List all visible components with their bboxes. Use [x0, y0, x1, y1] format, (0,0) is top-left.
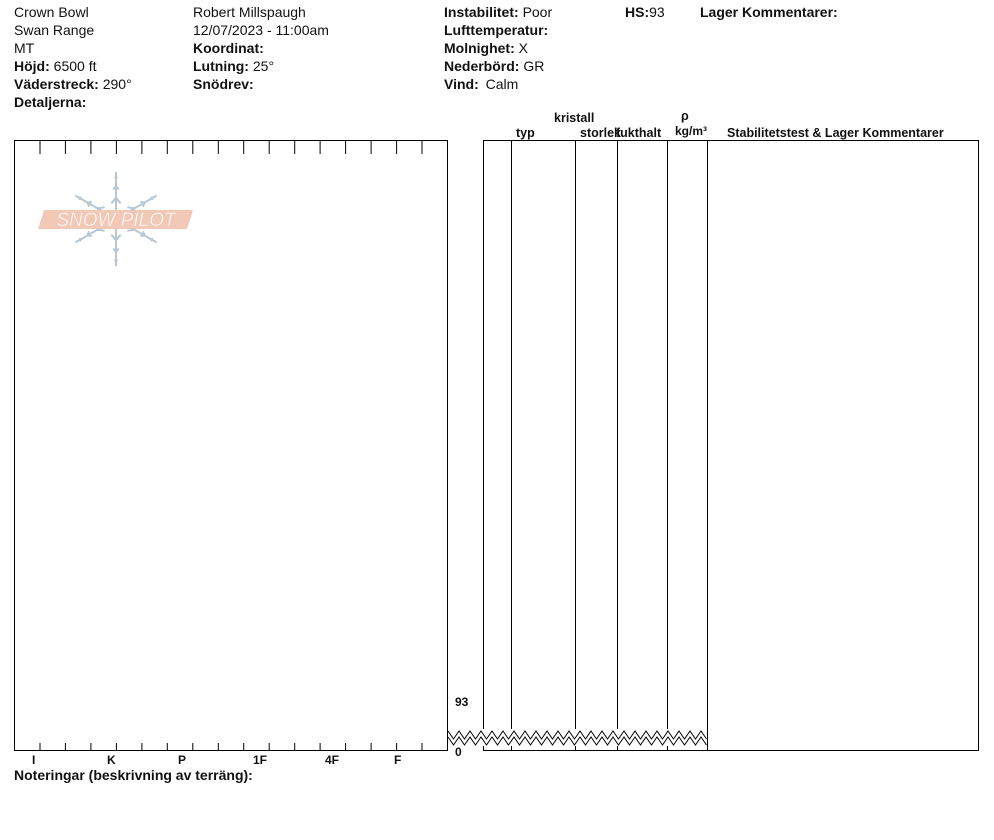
- instability-label: Instabilitet:: [444, 4, 519, 20]
- hardness-label-f: F: [394, 753, 402, 767]
- coordinate-label: Koordinat:: [193, 40, 264, 56]
- header-rho: ρ: [681, 109, 689, 123]
- header-size: storlek: [580, 126, 621, 140]
- precip-value: GR: [523, 58, 545, 74]
- airtemp-label: Lufttemperatur:: [444, 22, 549, 38]
- hs-label: HS:: [625, 4, 650, 20]
- precip-label: Nederbörd:: [444, 58, 520, 74]
- sky-label: Molnighet:: [444, 40, 515, 56]
- drift-label: Snödrev:: [193, 76, 254, 92]
- notes-label: Noteringar (beskrivning av terräng):: [14, 767, 253, 783]
- header-stability: Stabilitetstest & Lager Kommentarer: [727, 126, 944, 140]
- wind-label: Vind:: [444, 76, 479, 92]
- header-type: typ: [516, 126, 535, 140]
- layer-comments-label: Lager Kommentarer:: [700, 4, 838, 20]
- aspect-value: 290°: [102, 76, 132, 92]
- depth-bottom-label: 0: [455, 745, 462, 759]
- hardness-label-i: I: [32, 753, 36, 767]
- hs-value: 93: [649, 4, 665, 20]
- hardness-label-p: P: [178, 753, 187, 767]
- wind-value: Calm: [485, 76, 519, 92]
- location-name: Crown Bowl: [14, 4, 89, 20]
- details-label: Detaljerna:: [14, 94, 87, 110]
- range-name: Swan Range: [14, 22, 95, 38]
- sky-value: X: [518, 40, 528, 56]
- hardness-ticks: [15, 140, 448, 751]
- hardness-label-1f: 1F: [253, 753, 268, 767]
- hardness-graph-frame: [15, 141, 448, 751]
- header-moisture: fukthalt: [616, 126, 662, 140]
- observer-name: Robert Millspaugh: [193, 4, 306, 20]
- layer-table-frame: [484, 141, 979, 751]
- aspect-label: Väderstreck:: [14, 76, 99, 92]
- depth-top-label: 93: [455, 695, 469, 709]
- logo-text: SNOW PILOT: [56, 210, 176, 231]
- hardness-label-4f: 4F: [325, 753, 340, 767]
- snowpilot-logo: [38, 172, 193, 266]
- hardness-label-k: K: [107, 753, 116, 767]
- header-crystal: kristall: [554, 111, 595, 125]
- elevation-value: 6500 ft: [53, 58, 97, 74]
- elevation-label: Höjd:: [14, 58, 50, 74]
- instability-value: Poor: [522, 4, 553, 20]
- state-name: MT: [14, 40, 35, 56]
- slope-value: 25°: [252, 58, 275, 74]
- header-density-unit: kg/m³: [675, 124, 708, 138]
- slope-label: Lutning:: [193, 58, 249, 74]
- observation-datetime: 12/07/2023 - 11:00am: [193, 22, 329, 38]
